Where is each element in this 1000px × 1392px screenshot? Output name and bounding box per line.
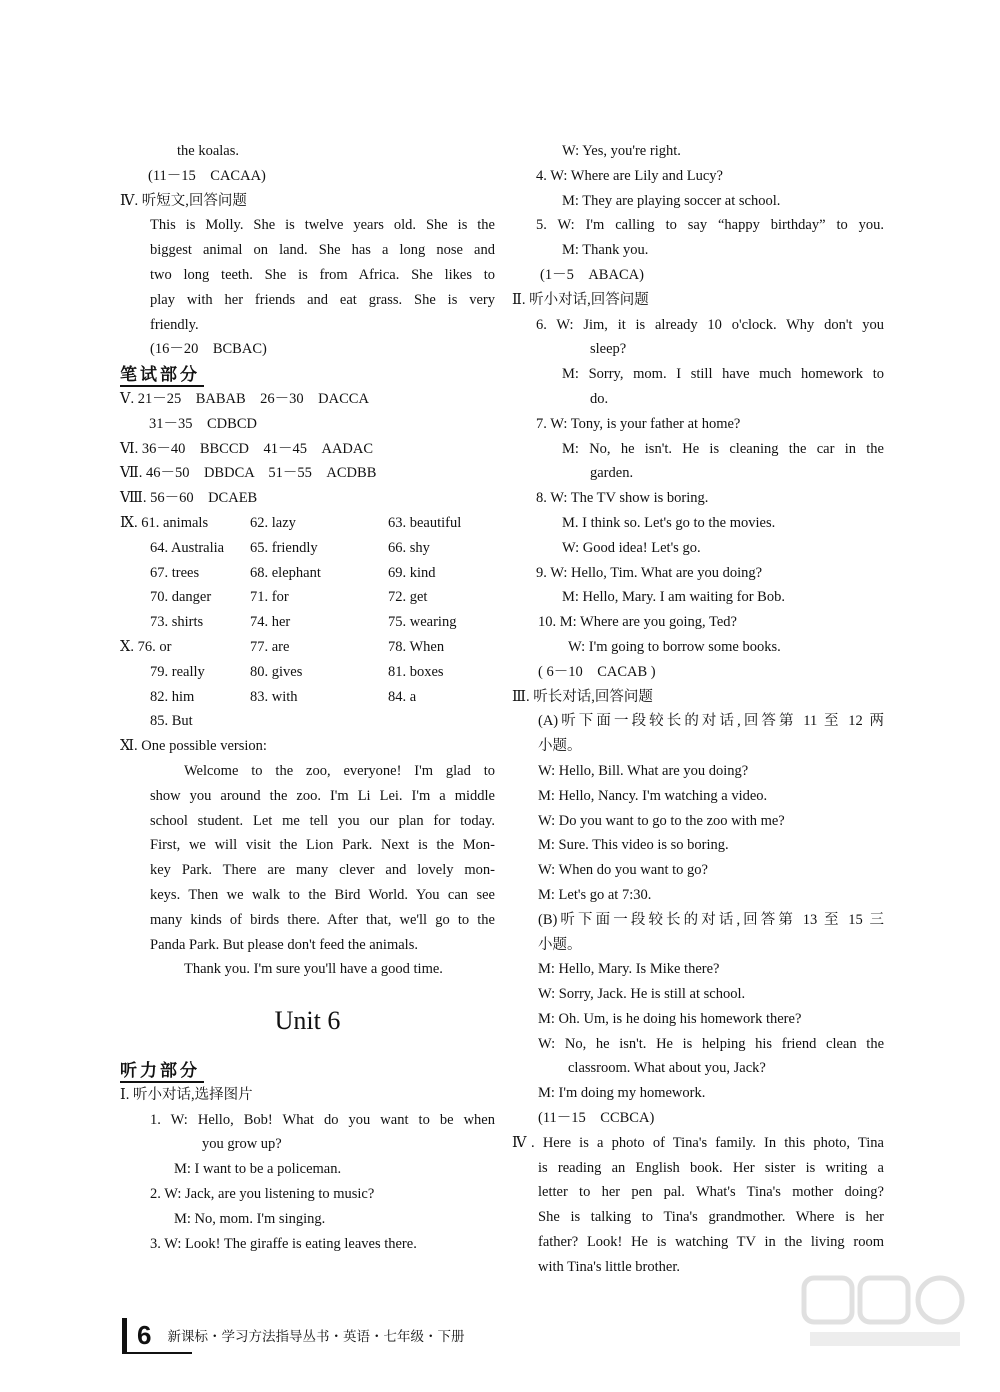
answer-grid-cell: 71. for xyxy=(250,589,289,606)
dialog-line: 7. W: Tony, is your father at home? xyxy=(536,415,741,432)
answer-grid-row xyxy=(120,536,495,561)
section-iv-passage-line: She is talking to Tina's grandmother. Where is her xyxy=(538,1209,884,1226)
answer-grid-cell: 78. When xyxy=(388,638,445,655)
dialog-line: 6. W: Jim, it is already 10 o'clock. Why don't you xyxy=(536,316,884,333)
essay-line: keys. Then we walk to the Bird World. You can see xyxy=(150,886,495,903)
listening-part-header: 听力部分 xyxy=(120,1061,204,1083)
section-iv-passage-line: Ⅳ. Here is a photo of Tina's family. In this photo, Tina xyxy=(512,1134,884,1151)
dialog-line: M: Sorry, mom. I still have much homework to xyxy=(562,366,884,383)
answer-grid-row xyxy=(120,511,495,536)
section-i-heading: Ⅰ. 听小对话,选择图片 xyxy=(120,1086,253,1103)
passage-line: two long teeth. She is from Africa. She likes to xyxy=(150,266,495,283)
dialog-line: 2. W: Jack, are you listening to music? xyxy=(150,1186,375,1203)
dialog-line: 4. W: Where are Lily and Lucy? xyxy=(536,167,723,184)
dialog-line: W: Hello, Bill. What are you doing? xyxy=(538,762,749,779)
passage-line: This is Molly. She is twelve years old. She is the xyxy=(150,217,495,234)
answer-grid-row xyxy=(120,610,495,635)
dialog-line: M: No, he isn't. He is cleaning the car in the xyxy=(562,440,884,457)
answer-grid-cell: 67. trees xyxy=(150,564,200,581)
right-column xyxy=(512,139,884,1280)
dialog-line: W: I'm going to borrow some books. xyxy=(568,638,781,655)
answer-line: (16－20 BCBAC) xyxy=(150,341,267,358)
dialog-line: you grow up? xyxy=(202,1136,282,1153)
dialog-line: classroom. What about you, Jack? xyxy=(568,1060,766,1077)
dialog-line: W: Do you want to go to the zoo with me? xyxy=(538,812,785,829)
answer-grid-cell: 85. But xyxy=(150,713,193,730)
dialog-line: M: Thank you. xyxy=(562,242,649,259)
answer-line: (11－15 CACAA) xyxy=(148,167,266,184)
answer-grid-cell: 70. danger xyxy=(150,589,212,606)
section-iv-passage-line: is reading an English book. Her sister is writing a xyxy=(538,1159,884,1176)
section-xi-heading: Ⅺ. One possible version: xyxy=(120,738,267,755)
essay-line: Panda Park. But please don't feed the animals. xyxy=(150,936,418,953)
essay-line: school student. Let me tell you our plan for today. xyxy=(150,812,495,829)
answer-grid-row xyxy=(120,585,495,610)
dialog-line: sleep? xyxy=(590,341,627,358)
answer-grid-row xyxy=(120,709,495,734)
dialog-line: M: I want to be a policeman. xyxy=(174,1161,342,1178)
dialog-line: W: Yes, you're right. xyxy=(562,143,681,159)
answer-grid-row xyxy=(120,635,495,660)
dialog-line: M: Hello, Mary. I am waiting for Bob. xyxy=(562,589,785,606)
written-part-header-wrap xyxy=(120,362,495,387)
answer-grid-cell: 83. with xyxy=(250,688,298,705)
answer-grid-cell: 82. him xyxy=(150,688,195,705)
written-part-header: 笔试部分 xyxy=(120,365,204,387)
part-b-intro: 小题。 xyxy=(538,936,582,953)
answer-grid-cell: 64. Australia xyxy=(150,539,225,556)
left-column xyxy=(120,139,495,1256)
answer-line: (1－5 ABACA) xyxy=(540,266,644,283)
section-iv-passage-line: letter to her pen pal. What's Tina's mother doing? xyxy=(538,1184,884,1201)
dialog-line: 9. W: Hello, Tim. What are you doing? xyxy=(536,564,763,581)
essay-line: key Park. There are many clever and lovely mon- xyxy=(150,862,495,879)
page-number: 6 xyxy=(137,1319,152,1350)
dialog-line: M: Let's go at 7:30. xyxy=(538,886,652,903)
answer-grid-row xyxy=(120,561,495,586)
answer-grid-cell: 79. really xyxy=(150,663,205,680)
answer-grid-cell: 72. get xyxy=(388,589,428,606)
section-iii-heading: Ⅲ. 听长对话,回答问题 xyxy=(512,688,653,705)
dialog-line: M: I'm doing my homework. xyxy=(538,1085,706,1102)
dialog-line: W: Sorry, Jack. He is still at school. xyxy=(538,986,746,1003)
dialog-line: M: Hello, Nancy. I'm watching a video. xyxy=(538,787,768,804)
listening-part-header-wrap xyxy=(120,1058,495,1083)
answer-line: Ⅷ. 56－60 DCAEB xyxy=(120,490,258,507)
dialog-line: M: They are playing soccer at school. xyxy=(562,192,781,209)
essay-line: First, we will visit the Lion Park. Next is the Mon- xyxy=(150,837,495,854)
passage-line: friendly. xyxy=(150,316,199,333)
answer-grid-cell: 65. friendly xyxy=(250,539,318,556)
footer-underline xyxy=(122,1352,192,1354)
answer-grid-cell: 75. wearing xyxy=(388,614,457,631)
dialog-line: M: Hello, Mary. Is Mike there? xyxy=(538,961,720,978)
dialog-line: M. I think so. Let's go to the movies. xyxy=(562,514,776,531)
dialog-line: 10. M: Where are you going, Ted? xyxy=(538,614,737,631)
answer-grid-cell: 80. gives xyxy=(250,663,303,680)
essay-line: show you around the zoo. I'm Li Lei. I'm a middle xyxy=(150,787,495,804)
answer-grid-cell: 73. shirts xyxy=(150,614,204,631)
dialog-line: 3. W: Look! The giraffe is eating leaves there. xyxy=(150,1235,417,1252)
section-iv-passage-line: with Tina's little brother. xyxy=(538,1258,680,1275)
answer-grid-cell: 77. are xyxy=(250,638,290,655)
answer-grid-cell: 84. a xyxy=(388,688,417,705)
section-ii-heading: Ⅱ. 听小对话,回答问题 xyxy=(512,291,649,308)
watermark-logo xyxy=(800,1272,970,1352)
section-iv-passage-line: father? Look! He is watching TV in the living room xyxy=(538,1234,884,1251)
passage-line: biggest animal on land. She has a long nose and xyxy=(150,242,495,259)
answer-line: Ⅶ. 46－50 DBDCA 51－55 ACDBB xyxy=(120,465,377,482)
footer-bar xyxy=(122,1318,127,1352)
answer-grid-cell: 62. lazy xyxy=(250,514,296,531)
answer-grid-cell: Ⅸ. 61. animals xyxy=(120,514,209,531)
essay-line: Thank you. I'm sure you'll have a good time. xyxy=(184,961,443,978)
answer-grid-cell: Ⅹ. 76. or xyxy=(120,638,172,655)
answer-grid-row xyxy=(120,685,495,710)
dialog-line: M: No, mom. I'm singing. xyxy=(174,1210,326,1227)
answer-grid-cell: 69. kind xyxy=(388,564,436,581)
dialog-line: W: No, he isn't. He is helping his friend clean the xyxy=(538,1035,884,1052)
answer-grid-cell: 81. boxes xyxy=(388,663,444,680)
answer-grid-cell: 68. elephant xyxy=(250,564,321,581)
dialog-line: W: When do you want to go? xyxy=(538,862,708,879)
answer-line: 31－35 CDBCD xyxy=(120,415,257,432)
essay-line: many kinds of birds there. After that, we'll go to the xyxy=(150,911,495,928)
part-a-intro: (A)听下面一段较长的对话,回答第 11 至 12 两 xyxy=(538,713,884,730)
answers-ix-x-grid xyxy=(120,511,495,734)
text-line: the koalas. xyxy=(177,143,240,159)
dialog-line: W: Good idea! Let's go. xyxy=(562,539,701,556)
dialog-line: M: Oh. Um, is he doing his homework there? xyxy=(538,1010,802,1027)
part-b-intro: (B)听下面一段较长的对话,回答第 13 至 15 三 xyxy=(538,911,884,928)
dialog-line: M: Sure. This video is so boring. xyxy=(538,837,729,854)
series-title: 新课标・学习方法指导丛书・英语・七年级・下册 xyxy=(167,1329,465,1345)
dialog-line: 8. W: The TV show is boring. xyxy=(536,490,709,507)
answer-grid-cell: 66. shy xyxy=(388,539,430,556)
answer-grid-cell: 63. beautiful xyxy=(388,514,462,531)
answer-line: (11－15 CCBCA) xyxy=(538,1110,655,1127)
dialog-line: do. xyxy=(590,390,609,407)
answer-line: Ⅵ. 36－40 BBCCD 41－45 AADAC xyxy=(120,440,374,457)
unit-title: Unit 6 xyxy=(274,1006,341,1036)
part-a-intro: 小题。 xyxy=(538,738,582,755)
answer-grid-row xyxy=(120,660,495,685)
answer-grid-cell: 74. her xyxy=(250,614,291,631)
essay-line: Welcome to the zoo, everyone! I'm glad to xyxy=(184,762,495,779)
page-footer xyxy=(122,1318,464,1352)
answer-line: ( 6－10 CACAB ) xyxy=(538,663,656,680)
answer-line: Ⅴ. 21－25 BABAB 26－30 DACCA xyxy=(120,390,369,407)
dialog-line: garden. xyxy=(590,465,634,482)
dialog-line: 5. W: I'm calling to say “happy birthday” to you. xyxy=(536,217,884,234)
passage-line: play with her friends and eat grass. She is very xyxy=(150,291,495,308)
dialog-line: 1. W: Hello, Bob! What do you want to be when xyxy=(150,1111,495,1128)
section-iv-heading: Ⅳ. 听短文,回答问题 xyxy=(120,192,247,209)
